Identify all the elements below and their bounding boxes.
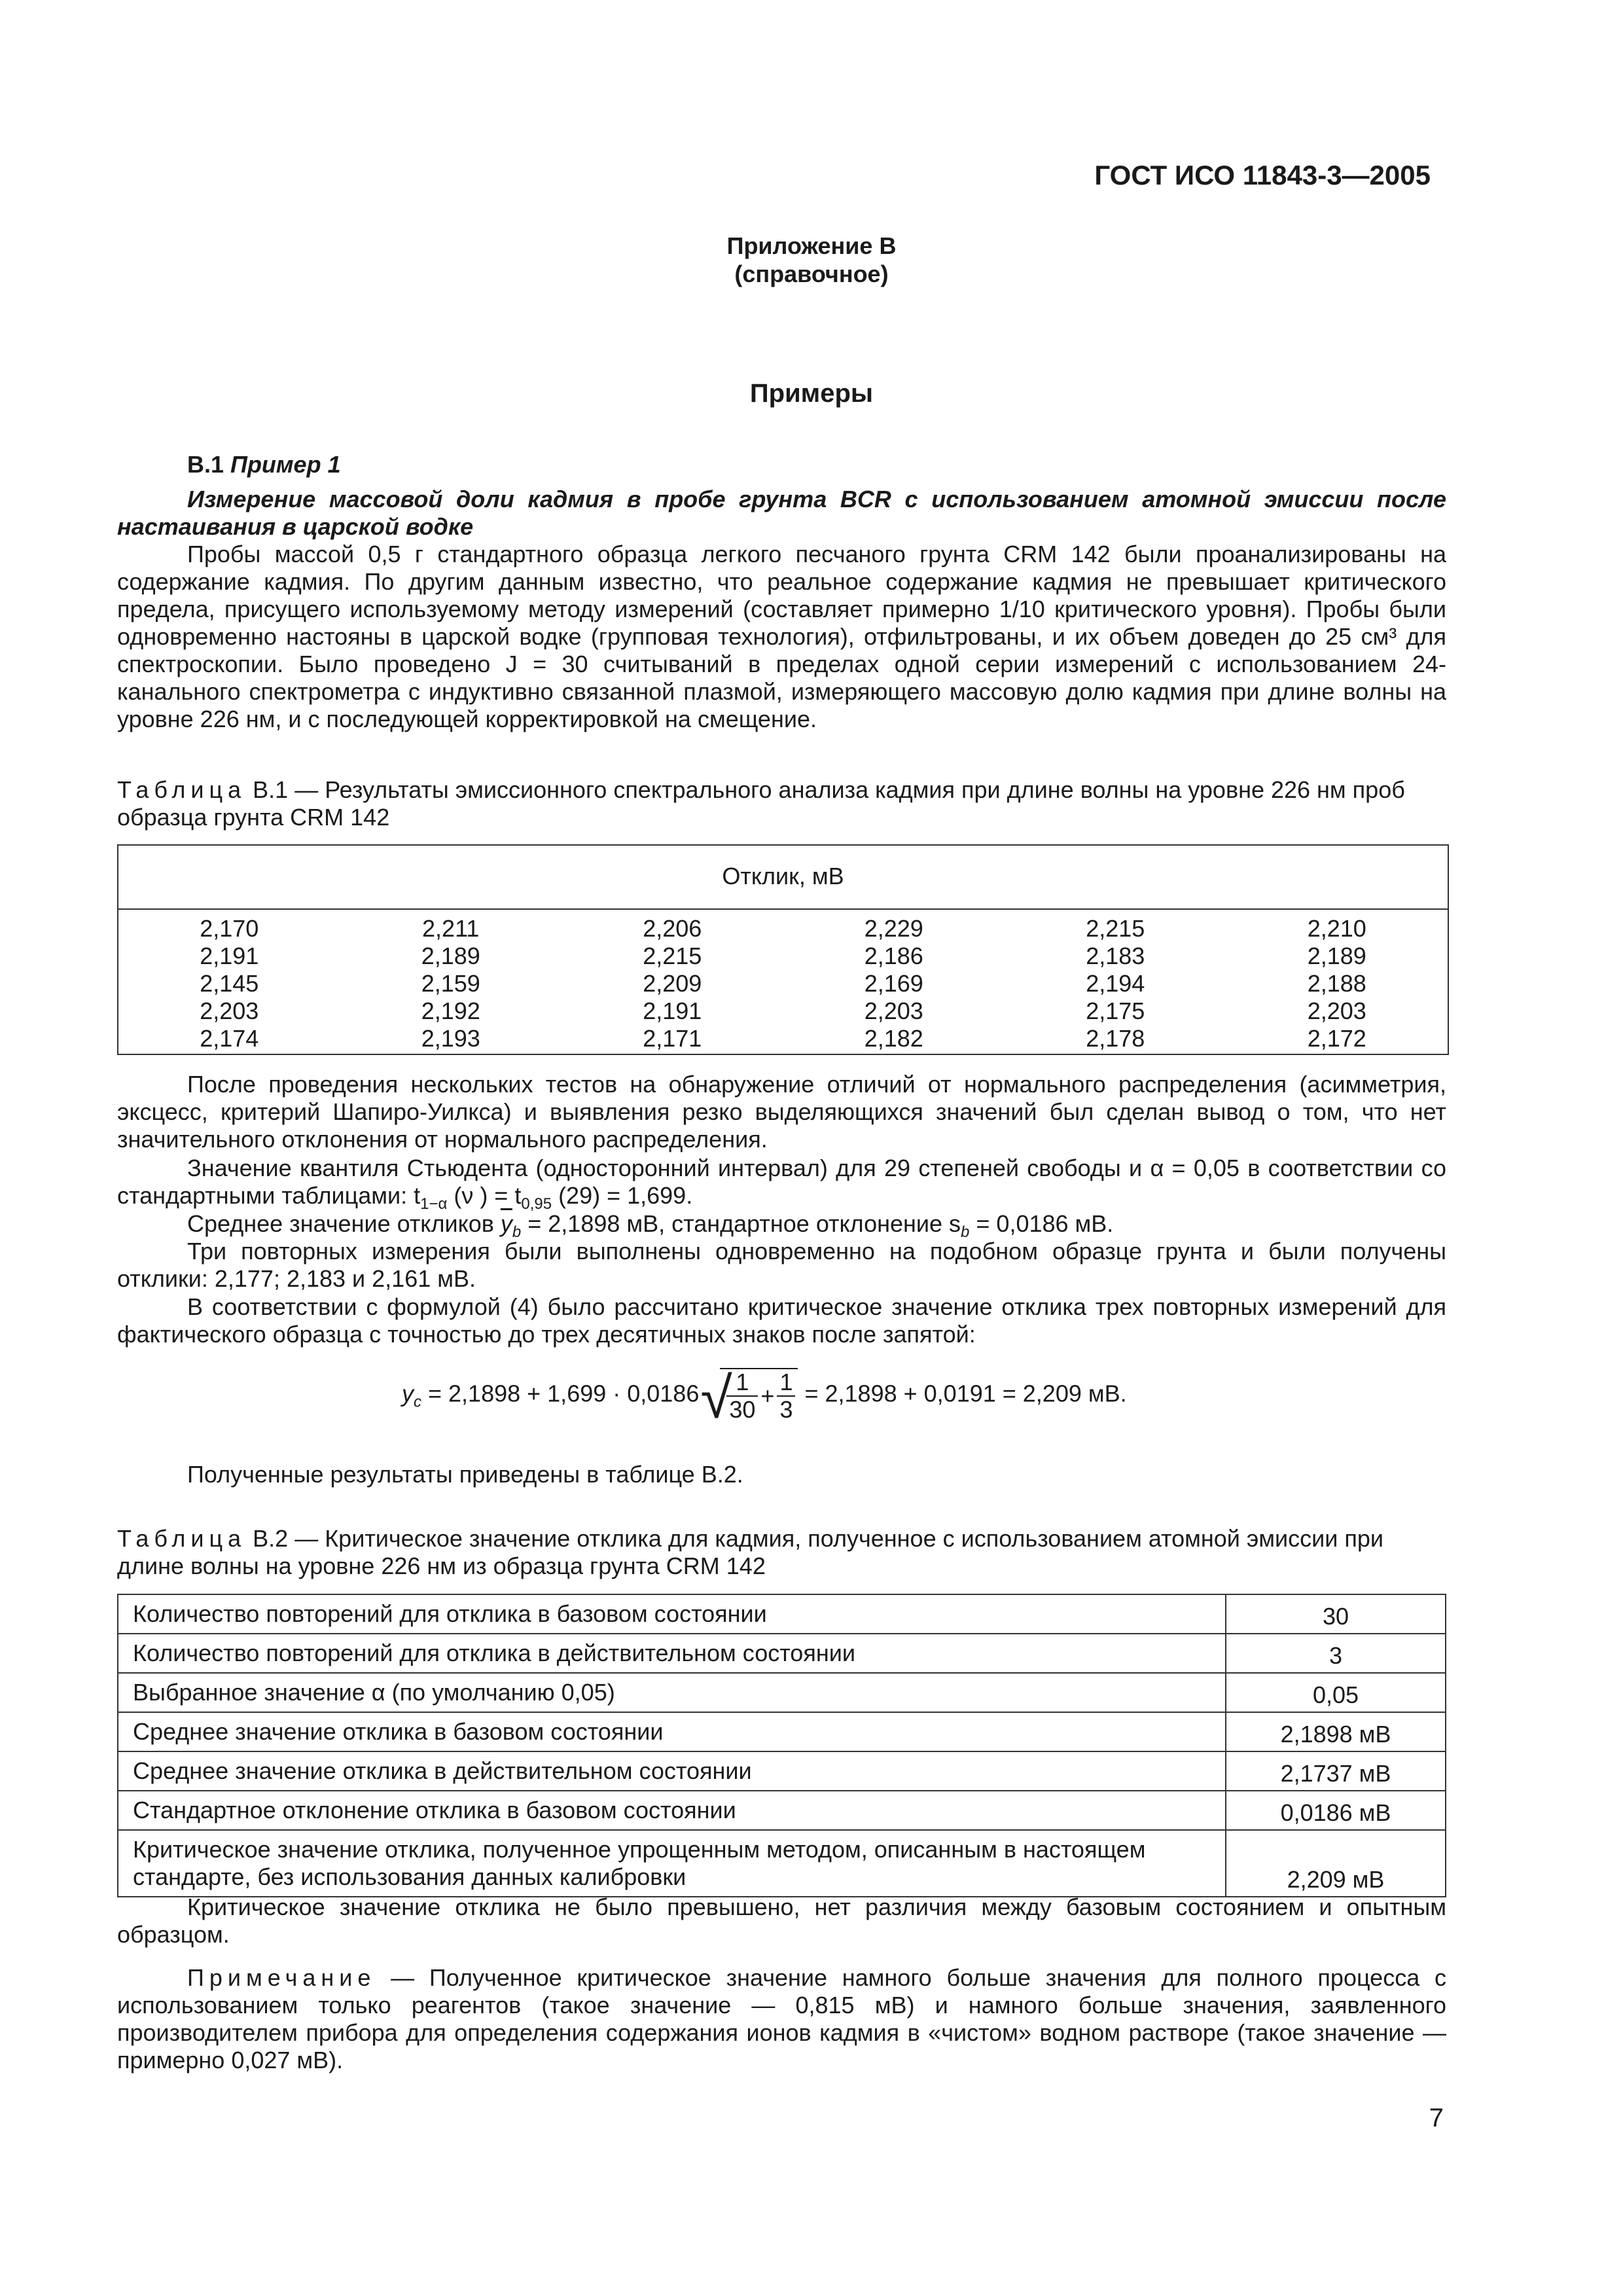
table1-cell: 2,183: [1086, 942, 1145, 969]
formula-den-2: 3: [779, 1396, 793, 1423]
table1-caption: [117, 776, 1446, 831]
example-heading: [187, 451, 341, 478]
table2-row: [118, 1830, 1446, 1897]
table1-cell: 2,203: [864, 997, 923, 1024]
mean-text-b: = 2,1898 мВ, стандартное отклонение s: [521, 1210, 961, 1237]
table2-label-cell: Среднее значение отклика в действительном состоянии: [118, 1751, 1226, 1791]
table2-label-cell: Стандартное отклонение отклика в базовом состоянии: [118, 1791, 1226, 1830]
table1-cell: 2,182: [864, 1025, 923, 1052]
example-paragraph: Пробы массой 0,5 г стандартного образца легкого песчаного грунта CRM 142 были проанализированы на содержание кадмия. По другим данным известно, что реальное содержание кадмия не превышает критического предела, присущего используемому методу измерений (составляет примерно 1/10 критического уровня). Пробы были одновременно настояны в царской водке (групповая технология), отфильтрованы, и их объем доведен до 25 см³ для спектроскопии. Было проведено J = 30 считываний в пределах одной серии измерений с использованием 24-канального спектрометра с индуктивно связанной плазмой, измеряющего массовую долю кадмия при длине волны на уровне 226 нм, и с последующей корректировкой на смещение.: [117, 541, 1446, 732]
table1-label: Таблица: [117, 776, 247, 803]
tests-paragraph: После проведения нескольких тестов на обнаружение отличий от нормального распределения (асимметрия, эксцесс, критерий Шапиро-Уилкса) и выявления резко выделяющихся значений был сделан вывод о том, что нет значительного отклонения от нормального распределения.: [117, 1071, 1446, 1153]
results-paragraph: Полученные результаты приведены в таблице В.2.: [187, 1461, 743, 1488]
conclusion-paragraph: Критическое значение отклика не было превышено, нет различия между базовым состоянием и опытным образцом.: [117, 1893, 1446, 1948]
formula-frac-2: [777, 1369, 795, 1423]
note-label: Примечание: [187, 1964, 376, 1991]
table2-caption: [117, 1525, 1446, 1580]
note-paragraph: [117, 1964, 1446, 2074]
formula-lhs-sub: c: [414, 1393, 421, 1411]
table1-cell: 2,171: [643, 1025, 702, 1052]
table1: [117, 844, 1449, 1055]
formula-sqrt: [720, 1368, 798, 1423]
mean-sub-2: b: [961, 1223, 970, 1242]
table2-label: Таблица: [117, 1525, 247, 1552]
table2-row: [118, 1594, 1446, 1634]
student-text-a: Значение квантиля Стьюдента (односторонний интервал) для 29 степеней свободы и α = 0,05 в соответствии со стандартными таблицами: t: [117, 1155, 1446, 1209]
table1-cell: 2,186: [864, 942, 923, 969]
table1-cell: 2,174: [200, 1025, 259, 1052]
formula-num-1: √ 1: [726, 1369, 758, 1397]
table2-label-cell: Количество повторений для отклика в базовом состоянии: [118, 1594, 1226, 1634]
table2-value-cell: 2,209 мВ: [1226, 1830, 1446, 1897]
student-sub-2: 0,95: [521, 1195, 552, 1213]
formula-intro: В соответствии с формулой (4) было рассчитано критическое значение отклика трех повторных измерений для фактического образца с точностью до трех десятичных знаков после запятой:: [117, 1293, 1446, 1348]
example-subtitle: Измерение массовой доли кадмия в пробе грунта BCR с использованием атомной эмиссии после настаивания в царской водке: [117, 486, 1446, 540]
table1-cell: 2,191: [200, 942, 259, 969]
formula-lhs: y: [402, 1380, 414, 1407]
table1-cell: 2,192: [421, 997, 480, 1024]
table2-row: [118, 1712, 1446, 1751]
table1-cell: 2,215: [1086, 915, 1145, 942]
note-text: — Полученное критическое значение намного больше значения для полного процесса с использованием только реагентов (такое значение — 0,815 мВ) и намного больше значения, заявленного производителем прибора для определения содержания ионов кадмия в «чистом» водном растворе (такое значение — примерно 0,027 мВ).: [117, 1964, 1446, 2073]
table1-cell: 2,215: [643, 942, 702, 969]
table1-cell: 2,169: [864, 970, 923, 997]
table2-row: [118, 1791, 1446, 1830]
table1-cell: 2,229: [864, 915, 923, 942]
table1-cell: 2,206: [643, 915, 702, 942]
page-number: 7: [1429, 2104, 1444, 2132]
appendix-subtitle: (справочное): [734, 260, 889, 287]
table2-label-cell: Выбранное значение α (по умолчанию 0,05): [118, 1673, 1226, 1712]
table1-body: [118, 910, 1448, 1054]
section-title: Примеры: [749, 379, 874, 408]
student-text-c: (29) = 1,699.: [552, 1182, 693, 1209]
student-paragraph: [117, 1155, 1446, 1218]
table1-header: Отклик, мВ: [722, 863, 844, 889]
table1-caption-text: В.1 — Результаты эмиссионного спектрального анализа кадмия при длине волны на уровне 226 нм проб образца грунта CRM 142: [117, 776, 1405, 831]
formula-frac-1: [726, 1369, 758, 1423]
table2-value-cell: 2,1737 мВ: [1226, 1751, 1446, 1791]
example-number: В.1: [187, 451, 224, 478]
table2-row: [118, 1673, 1446, 1712]
table1-cell: 2,194: [1086, 970, 1145, 997]
table2-value-cell: 3: [1226, 1634, 1446, 1673]
table1-cell: 2,203: [200, 997, 259, 1024]
table1-cell: 2,210: [1307, 915, 1366, 942]
table1-cell: 2,189: [421, 942, 480, 969]
table1-cell: 2,178: [1086, 1025, 1145, 1052]
table1-cell: 2,211: [422, 915, 480, 942]
table2-value-cell: 0,0186 мВ: [1226, 1791, 1446, 1830]
table2-caption-text: В.2 — Критическое значение отклика для кадмия, полученное с использованием атомной эмиссии при длине волны на уровне 226 нм из образца грунта CRM 142: [117, 1525, 1383, 1579]
standard-header: ГОСТ ИСО 11843-3—2005: [1094, 160, 1431, 190]
table2-row: [118, 1751, 1446, 1791]
table1-cell: 2,191: [643, 997, 702, 1024]
formula-plus: +: [760, 1382, 775, 1409]
formula: [402, 1368, 1127, 1423]
repeat-paragraph: Три повторных измерения были выполнены одновременно на подобном образце грунта и были получены отклики: 2,177; 2,183 и 2,161 мВ.: [117, 1238, 1446, 1292]
table2-value-cell: 2,1898 мВ: [1226, 1712, 1446, 1751]
table1-cell: 2,170: [200, 915, 259, 942]
student-text-b: (ν ) = t: [447, 1182, 522, 1209]
table2: [117, 1594, 1446, 1897]
formula-rhs: = 2,1898 + 0,0191 = 2,209 мВ.: [798, 1380, 1127, 1407]
mean-text-a: Среднее значение откликов: [187, 1210, 501, 1237]
appendix-title: Приложение В: [726, 232, 897, 259]
mean-text-c: = 0,0186 мВ.: [969, 1210, 1114, 1237]
table1-cell: 2,209: [643, 970, 702, 997]
table1-cell: 2,189: [1307, 942, 1366, 969]
table1-cell: 2,188: [1307, 970, 1366, 997]
table2-value-cell: 0,05: [1226, 1673, 1446, 1712]
example-name: Пример 1: [230, 451, 341, 478]
table1-cell: 2,203: [1307, 997, 1366, 1024]
mean-symbol: $\overline{y}$: [500, 1210, 512, 1237]
table1-cell: 2,159: [421, 970, 480, 997]
table2-row: [118, 1634, 1446, 1673]
table1-cell: 2,172: [1307, 1025, 1366, 1052]
table1-cell: 2,145: [200, 970, 259, 997]
formula-mid: = 2,1898 + 1,699 · 0,0186: [421, 1380, 700, 1407]
formula-num-2: 1: [777, 1369, 795, 1397]
table2-label-cell: Количество повторений для отклика в действительном состоянии: [118, 1634, 1226, 1673]
formula-den-1: 30: [729, 1396, 756, 1423]
table1-cell: 2,193: [421, 1025, 480, 1052]
mean-sub: b: [512, 1223, 522, 1242]
table2-value-cell: 30: [1226, 1594, 1446, 1634]
table2-label-cell: Критическое значение отклика, полученное упрощенным методом, описанным в настоящем стандарте, без использования данных калибровки: [118, 1830, 1226, 1897]
student-sub-1: 1−α: [420, 1195, 448, 1213]
table1-header-row: [118, 846, 1448, 910]
table1-cell: 2,175: [1086, 997, 1145, 1024]
table2-label-cell: Среднее значение отклика в базовом состоянии: [118, 1712, 1226, 1751]
